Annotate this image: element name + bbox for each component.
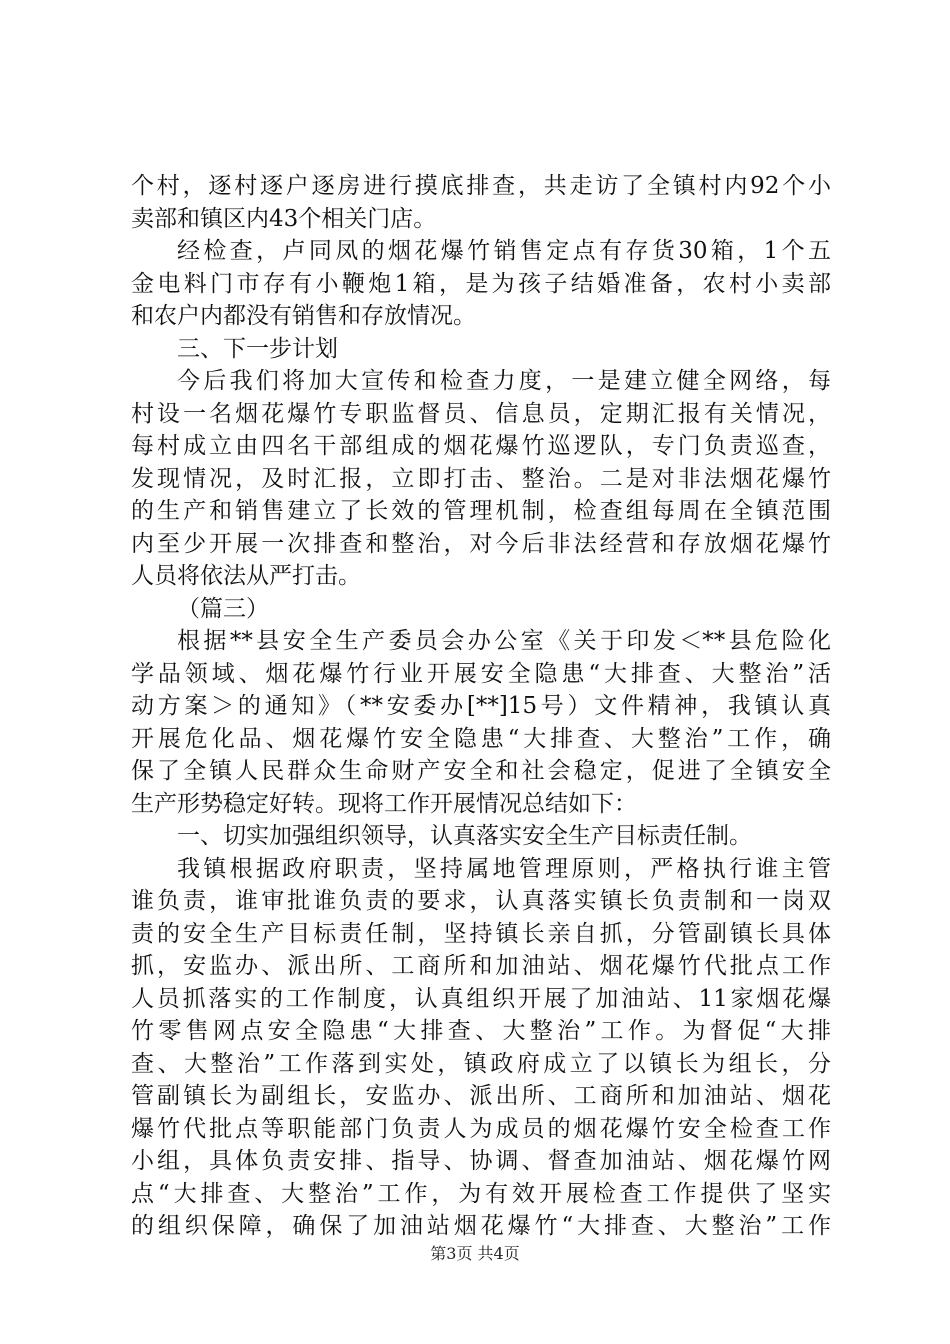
text-line: 管副镇长为副组长，安监办、派出所、工商所和加油站、烟花 <box>131 1083 831 1109</box>
text-line: 个村，逐村逐户逐房进行摸底排查，共走访了全镇村内92个小 <box>131 173 831 199</box>
text-line: 责的安全生产目标责任制，坚持镇长亲自抓，分管副镇长具体 <box>131 920 831 947</box>
text-line: 内至少开展一次排查和整治，对今后非法经营和存放烟花爆竹 <box>131 530 831 557</box>
text-line: 村设一名烟花爆竹专职监督员、信息员，定期汇报有关情况， <box>131 400 831 427</box>
text-line: 点“大排查、大整治”工作，为有效开展检查工作提供了坚实 <box>131 1180 831 1207</box>
text-line: 经检查，卢同凤的烟花爆竹销售定点有存货30箱，1个五 <box>177 238 831 264</box>
text-line: 动方案＞的通知》（**安委办[**]15号）文件精神，我镇认真 <box>131 693 831 719</box>
text-line: 查、大整治”工作落到实处，镇政府成立了以镇长为组长，分 <box>131 1050 831 1077</box>
text-line: 三、下一步计划 <box>177 335 338 362</box>
text-line: 学品领域、烟花爆竹行业开展安全隐患“大排查、大整治”活 <box>131 660 831 687</box>
text-line: 的组织保障，确保了加油站烟花爆竹“大排查、大整治”工作 <box>131 1213 831 1239</box>
text-line: 一、切实加强组织领导，认真落实安全生产目标责任制。 <box>177 823 752 849</box>
document-body <box>131 170 831 1243</box>
text-line: 保了全镇人民群众生命财产安全和社会稳定，促进了全镇安全 <box>131 758 831 784</box>
text-line: 金电料门市存有小鞭炮1箱，是为孩子结婚准备，农村小卖部 <box>131 270 831 297</box>
text-line: 竹零售网点安全隐患“大排查、大整治”工作。为督促“大排 <box>131 1018 831 1044</box>
text-line: 的生产和销售建立了长效的管理机制，检查组每周在全镇范围 <box>131 498 831 524</box>
text-line: 谁负责，谁审批谁负责的要求，认真落实镇长负责制和一岗双 <box>131 888 831 914</box>
text-line: 生产形势稳定好转。现将工作开展情况总结如下： <box>131 790 637 817</box>
text-line: （篇三） <box>177 595 269 622</box>
text-line: 卖部和镇区内43个相关门店。 <box>131 205 437 232</box>
text-line: 今后我们将加大宣传和检查力度，一是建立健全网络，每 <box>177 368 831 394</box>
text-line: 开展危化品、烟花爆竹安全隐患“大排查、大整治”工作，确 <box>131 725 831 752</box>
text-line: 发现情况，及时汇报，立即打击、整治。二是对非法烟花爆竹 <box>131 465 831 492</box>
text-line: 小组，具体负责安排、指导、协调、督查加油站、烟花爆竹网 <box>131 1148 831 1174</box>
text-line: 每村成立由四名干部组成的烟花爆竹巡逻队，专门负责巡查， <box>131 433 831 459</box>
text-line: 人员抓落实的工作制度，认真组织开展了加油站、11家烟花爆 <box>131 985 831 1012</box>
text-line: 根据**县安全生产委员会办公室《关于印发＜**县危险化 <box>177 628 831 654</box>
text-line: 人员将依法从严打击。 <box>131 563 361 589</box>
text-line: 抓，安监办、派出所、工商所和加油站、烟花爆竹代批点工作 <box>131 953 831 979</box>
text-line: 和农户内都没有销售和存放情况。 <box>131 303 476 329</box>
page-footer: 第3页 共4页 <box>430 1244 520 1263</box>
text-line: 爆竹代批点等职能部门负责人为成员的烟花爆竹安全检查工作 <box>131 1115 831 1142</box>
text-line: 我镇根据政府职责，坚持属地管理原则，严格执行谁主管 <box>177 855 831 882</box>
